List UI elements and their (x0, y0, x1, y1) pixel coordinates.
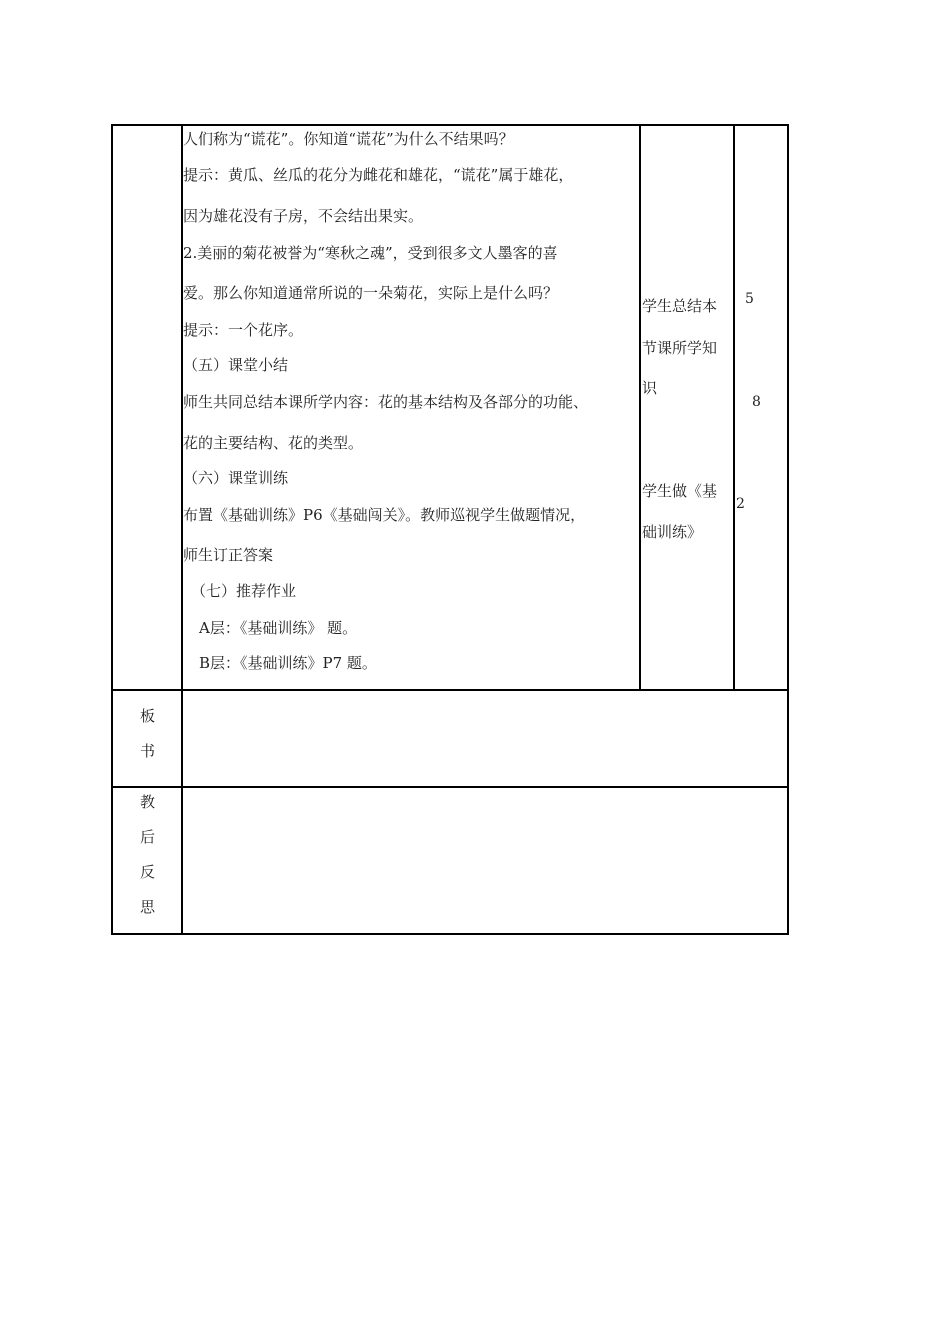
homework-item: B层：《基础训练》P7 题。 (199, 654, 377, 672)
content-line: 人们称为“谎花”。你知道“谎花”为什么不结果吗？ (183, 130, 514, 148)
table-border-bottom (111, 933, 789, 935)
content-line: 师生共同总结本课所学内容：花的基本结构及各部分的功能、 (183, 393, 589, 411)
reflection-label-char: 后 (140, 828, 156, 846)
section-heading-homework: （七）推荐作业 (191, 582, 297, 600)
table-border-left (111, 124, 113, 935)
student-activity-line: 学生做《基 (642, 482, 718, 500)
time-minutes: 2 (736, 496, 745, 512)
content-line: 因为雄花没有子房，不会结出果实。 (183, 207, 424, 225)
content-line: 2.美丽的菊花被誉为“寒秋之魂”，受到很多文人墨客的喜 (183, 244, 558, 262)
board-label-char: 书 (140, 742, 156, 760)
homework-item: A层：《基础训练》 题。 (199, 619, 358, 637)
section-heading-training: （六）课堂训练 (183, 469, 289, 487)
content-line: 花的主要结构、花的类型。 (183, 434, 364, 452)
student-activity-line: 学生总结本 (642, 297, 718, 315)
reflection-label-char: 反 (140, 863, 156, 881)
column-divider-time (733, 124, 735, 690)
reflection-label-char: 教 (140, 793, 156, 811)
content-line: 爱。那么你知道通常所说的一朵菊花，实际上是什么吗？ (183, 284, 559, 302)
reflection-label-char: 思 (140, 898, 156, 916)
section-heading-summary: （五）课堂小结 (183, 356, 289, 374)
content-line: 提示：黄瓜、丝瓜的花分为雌花和雄花，“谎花”属于雄花， (183, 166, 574, 184)
row-divider-board (111, 689, 789, 691)
content-line: 师生订正答案 (183, 546, 274, 564)
student-activity-line: 识 (642, 379, 658, 397)
board-label-char: 板 (140, 707, 156, 725)
content-line: 布置《基础训练》P6《基础闯关》。教师巡视学生做题情况， (183, 506, 586, 524)
student-activity-line: 节课所学知 (642, 339, 718, 357)
lesson-plan-table (111, 124, 789, 935)
table-border-top (111, 124, 789, 126)
column-divider-activity (639, 124, 641, 690)
time-minutes: 5 (745, 291, 754, 307)
content-line: 提示：一个花序。 (183, 321, 304, 339)
time-minutes: 8 (752, 394, 761, 410)
row-divider-reflection (111, 786, 789, 788)
student-activity-line: 础训练》 (642, 523, 703, 541)
table-border-right (787, 124, 789, 935)
